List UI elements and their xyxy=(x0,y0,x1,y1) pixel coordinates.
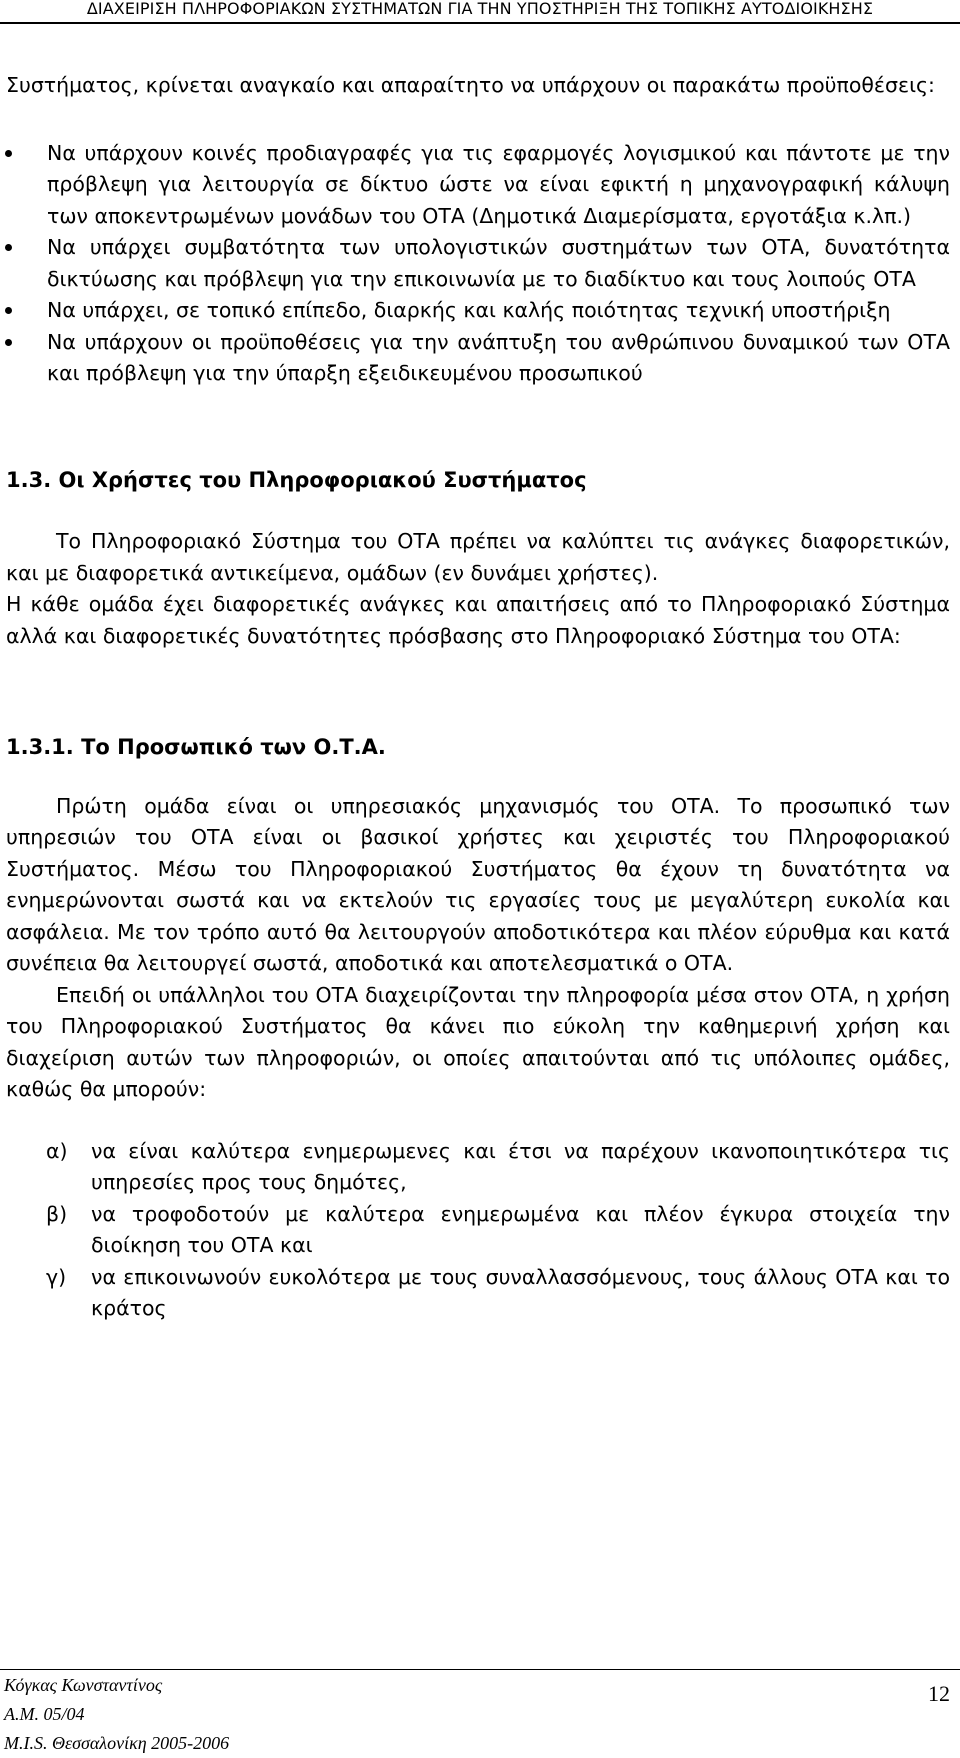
page-content xyxy=(6,70,950,1325)
list-item: Να υπάρχουν κοινές προδιαγραφές για τις εφαρμογές λογισμικού και πάντοτε με την πρόβλεψη για λειτουργία σε δίκτυο ώστε να είναι εφικτή η μηχανογραφική κάλυψη των αποκεντρωμένων μονάδων του ΟΤΑ (Δημοτικά Διαμερίσματα, εργοτάξια κ.λπ.) xyxy=(6,138,950,233)
bullet-icon xyxy=(5,150,12,157)
bullet-icon xyxy=(5,339,12,346)
header-rule xyxy=(0,22,960,24)
footer-student-id: Α.Μ. 05/04 xyxy=(4,1704,85,1724)
paragraph: Επειδή οι υπάλληλοι του ΟΤΑ διαχειρίζονται την πληροφορία μέσα στον ΟΤΑ, η χρήση του Πληροφοριακού Συστήματος θα κάνει πιο εύκολη την καθημερινή χρήση και διαχείριση αυτών των πληροφοριών, οι οποίες απαιτούνται από τις υπόλοιπες ομάδες, καθώς θα μπορούν: xyxy=(6,982,950,1101)
bullet-icon xyxy=(5,307,12,314)
footer-author: Κόγκας Κωνσταντίνος xyxy=(4,1675,163,1695)
section-heading-1-3: 1.3. Οι Χρήστες του Πληροφοριακού Συστήματος xyxy=(6,467,587,492)
paragraph: Το Πληροφοριακό Σύστημα του ΟΤΑ πρέπει να καλύπτει τις ανάγκες διαφορετικών, και με διαφορετικά αντικείμενα, ομάδων (εν δυνάμει χρήστες). xyxy=(6,529,950,585)
list-item: α) να είναι καλύτερα ενημερωμενες και έτσι να παρέχουν ικανοποιητικότερα τις υπηρεσίες προς τους δημότες, xyxy=(6,1136,950,1199)
paragraph: Πρώτη ομάδα είναι οι υπηρεσιακός μηχανισμός του ΟΤΑ. Το προσωπικό των υπηρεσιών του ΟΤΑ είναι οι βασικοί χρήστες και χειριστές του Πληροφοριακού Συστήματος. Μέσω του Πληροφοριακού Συστήματος θα έχουν τη δυνατότητα να ενημερώνονται σωστά και να εκτελούν τις εργασίες τους με μεγαλύτερη ευκολία και ασφάλεια. Με τον τρόπο αυτό θα λειτουργούν αποδοτικότερα και πλέον εύρυθμα και κατά συνέπεια θα λειτουργεί σωστά, αποδοτικά και αποτελεσματικά ο ΟΤΑ. xyxy=(6,793,950,975)
abilities-list xyxy=(6,1136,950,1325)
list-item: γ) να επικοινωνούν ευκολότερα με τους συναλλασσόμενους, τους άλλους ΟΤΑ και το κράτος xyxy=(6,1262,950,1325)
conditions-list xyxy=(6,138,950,390)
footer-rule xyxy=(0,1669,960,1670)
list-item: Να υπάρχει, σε τοπικό επίπεδο, διαρκής και καλής ποιότητας τεχνική υποστήριξη xyxy=(6,295,950,327)
running-header: ΔΙΑΧΕΙΡΙΣΗ ΠΛΗΡΟΦΟΡΙΑΚΩΝ ΣΥΣΤΗΜΑΤΩΝ ΓΙΑ ΤΗΝ ΥΠΟΣΤΗΡΙΞΗ ΤΗΣ ΤΟΠΙΚΗΣ ΑΥΤΟΔΙΟΙΚΗΣΗΣ xyxy=(86,0,874,18)
list-marker: γ) xyxy=(46,1264,67,1289)
intro-paragraph: Συστήματος, κρίνεται αναγκαίο και απαραίτητο να υπάρχουν οι παρακάτω προϋποθέσεις: xyxy=(6,73,935,97)
paragraph: Η κάθε ομάδα έχει διαφορετικές ανάγκες και απαιτήσεις από το Πληροφοριακό Σύστημα αλλά και διαφορετικές δυνατότητες πρόσβασης στο Πληροφοριακό Σύστημα του ΟΤΑ: xyxy=(6,592,950,648)
page-number: 12 xyxy=(928,1681,950,1706)
list-marker: α) xyxy=(46,1138,68,1163)
list-item: Να υπάρχουν οι προϋποθέσεις για την ανάπτυξη του ανθρώπινου δυναμικού των ΟΤΑ και πρόβλεψη για την ύπαρξη εξειδικευμένου προσωπικού xyxy=(6,327,950,390)
footer-info xyxy=(4,1671,229,1758)
list-marker: β) xyxy=(46,1201,68,1226)
list-item: Να υπάρχει συμβατότητα των υπολογιστικών συστημάτων των ΟΤΑ, δυνατότητα δικτύωσης και πρόβλεψη για την επικοινωνία με το διαδίκτυο και τους λοιπούς ΟΤΑ xyxy=(6,232,950,295)
footer-program: Μ.Ι.S. Θεσσαλονίκη 2005-2006 xyxy=(4,1733,230,1753)
section-heading-1-3-1: 1.3.1. Το Προσωπικό των Ο.Τ.Α. xyxy=(6,735,386,759)
list-item: β) να τροφοδοτούν με καλύτερα ενημερωμένα και πλέον έγκυρα στοιχεία την διοίκηση του ΟΤΑ και xyxy=(6,1199,950,1262)
bullet-icon xyxy=(5,244,12,251)
